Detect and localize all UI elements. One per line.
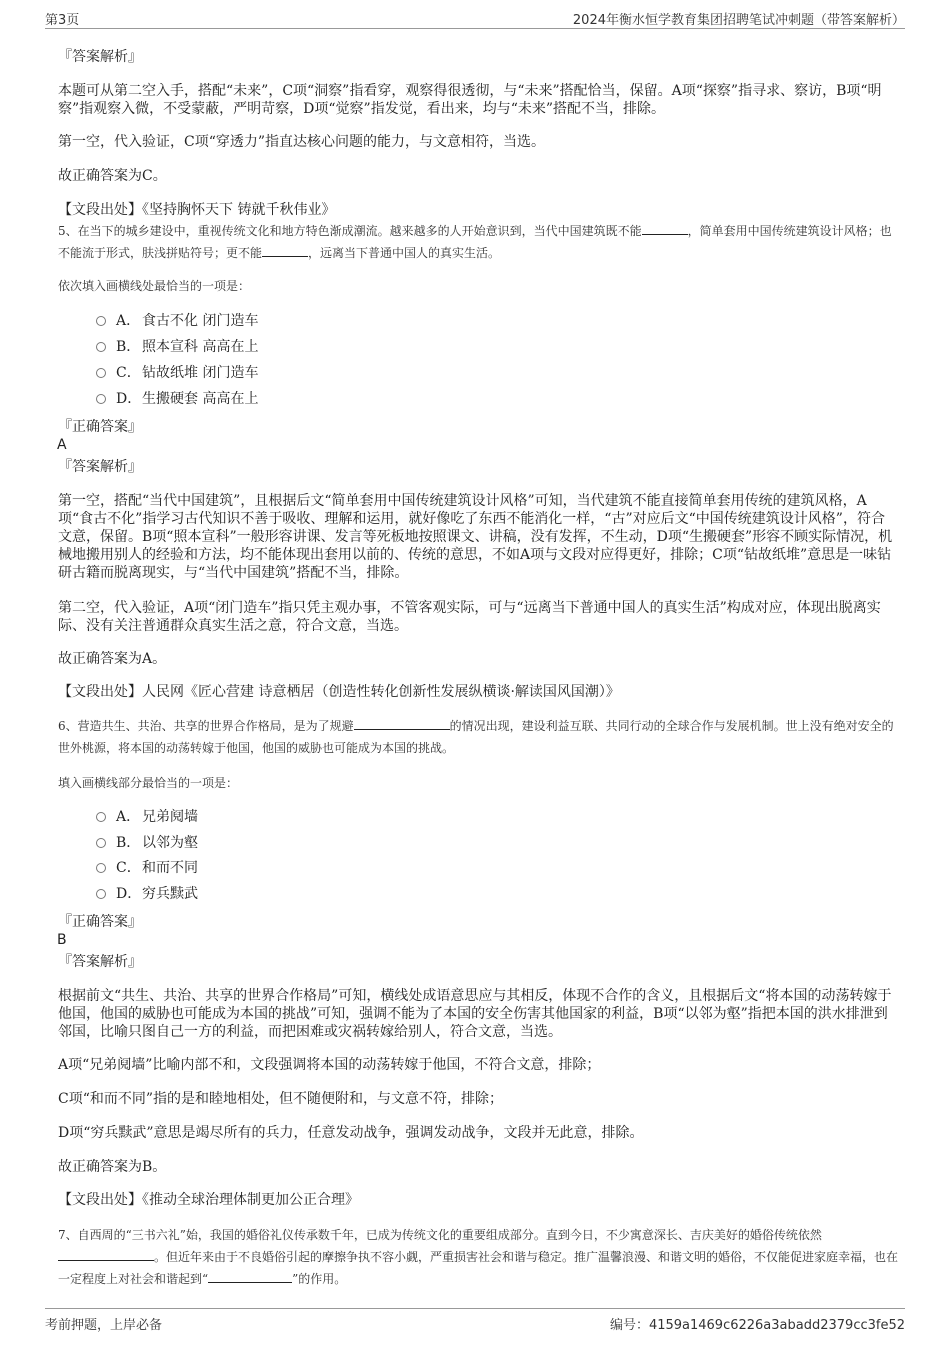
q5-conclusion: 故正确答案为A。 — [58, 651, 167, 667]
q6-analysis-para-1: 根据前文“共生、共治、共享的世界合作格局”可知，横线处成语意思应与其相反，体现不合作的含义，且根据后文“将本国的动荡转嫁于他国，他国的威胁也可能成为本国的挑战”可知，强调不能为了本国的安全伤害其他国家的利益，B项“以邻为壑”指把本国的洪水排泄到邻国，比喻只图自己一方的利益，而把困难或灾祸转嫁给别人，符合文意，当选。 — [58, 988, 892, 1040]
q4-analysis-para-2: 第一空，代入验证，C项“穿透力”指直达核心问题的能力，与文意相符，当选。 — [58, 134, 546, 150]
q5-blank-1 — [642, 222, 688, 235]
radio-icon[interactable] — [96, 368, 106, 378]
q5-option-a[interactable]: A． 食古不化 闭门造车 — [96, 311, 258, 331]
q7-stem-part-2: 。但近年来由于不良婚俗引起的摩擦争执不容小觑，严重损害社会和谐与稳定。推广温馨浪漫、和谐文明的婚俗，不仅能促进家庭幸福，也在一定程度上对社会和谐起到“ — [58, 1250, 899, 1286]
q6-analysis-para-4: D项“穷兵黩武”意思是竭尽所有的兵力，任意发动战争，强调发动战争，文段并无此意，排除。 — [58, 1125, 644, 1141]
q6-option-d[interactable]: D．穷兵黩武 — [96, 884, 198, 904]
analysis-label: 『答案解析』 — [58, 49, 142, 65]
q7-stem-part-1: 7、自西周的“三书六礼”始，我国的婚俗礼仪传承数千年，已成为传统文化的重要组成部分。直到今日，不少寓意深长、吉庆美好的婚俗传统依然 — [58, 1228, 822, 1242]
q5-correct-answer: A — [57, 437, 67, 453]
analysis-label: 『答案解析』 — [58, 459, 142, 475]
q5-option-b[interactable]: B． 照本宣科 高高在上 — [96, 337, 258, 357]
q6-instruction: 填入画横线部分最恰当的一项是： — [58, 776, 239, 790]
radio-icon[interactable] — [96, 342, 106, 352]
q5-instruction: 依次填入画横线处最恰当的一项是： — [58, 279, 251, 293]
q6-analysis-para-2: A项“兄弟阋墙”比喻内部不和，文段强调将本国的动荡转嫁于他国，不符合文意，排除； — [58, 1057, 601, 1073]
q6-option-a[interactable]: A． 兄弟阋墙 — [96, 807, 198, 827]
q6-conclusion: 故正确答案为B。 — [58, 1159, 167, 1175]
radio-icon[interactable] — [96, 316, 106, 326]
q6-source: 【文段出处】《推动全球治理体制更加公正合理》 — [58, 1192, 359, 1208]
radio-icon[interactable] — [96, 838, 106, 848]
q4-analysis-para-1: 本题可从第二空入手，搭配“未来”，C项“洞察”指看穿，观察得很透彻，与“未来”搭配恰当，保留。A项“探察”指寻求、察访，B项“明察”指观察入微，不受蒙蔽，严明苛察，D项“觉察”指发觉，看出来，均与“未来”搭配不当，排除。 — [58, 83, 882, 117]
q5-stem-part-2: ，简单套用中国传统建筑设计风格；也不能流于形式，肤浅拼贴符号；更不能 — [58, 224, 892, 260]
q6-stem-part-2: 的情况出现，建设利益互联、共同行动的全球合作与发展机制。世上没有绝对安全的世外桃源，将本国的动荡转嫁于他国，他国的威胁也可能成为本国的挑战。 — [58, 719, 894, 755]
footer-slogan: 考前押题，上岸必备 — [45, 1318, 163, 1333]
q5-option-c[interactable]: C．钻故纸堆 闭门造车 — [96, 363, 258, 383]
q7-stem-part-3: ”的作用。 — [292, 1272, 347, 1286]
q6-stem — [58, 715, 898, 759]
q6-blank — [354, 717, 450, 730]
correct-answer-label: 『正确答案』 — [58, 419, 142, 435]
q5-option-d[interactable]: D．生搬硬套 高高在上 — [96, 389, 258, 409]
q4-source: 【文段出处】《坚持胸怀天下 铸就千秋伟业》 — [58, 202, 336, 218]
q4-conclusion: 故正确答案为C。 — [58, 168, 167, 184]
radio-icon[interactable] — [96, 394, 106, 404]
q5-analysis-para-1: 第一空，搭配“当代中国建筑”，且根据后文“简单套用中国传统建筑设计风格”可知，当代建筑不能直接简单套用传统的建筑风格，A项“食古不化”指学习古代知识不善于吸收、理解和运用，就好像吃了东西不能消化一样，“古”对应后文“中国传统建筑设计风格”，符合文意，保留。B项“照本宣科”一般形容讲课、发言等死板地按照课文、讲稿，没有发挥，不生动，D项“生搬硬套”形容不顾实际情况，机械地搬用别人的经验和方法，均不能体现出套用以前的、传统的意思，不如A项与文段对应得更好，排除；C项“钻故纸堆”意思是一味钻研古籍而脱离现实，与“当代中国建筑”搭配不当，排除。 — [58, 493, 893, 581]
q5-stem — [58, 220, 898, 264]
page-header — [45, 6, 905, 29]
q6-option-b[interactable]: B． 以邻为壑 — [96, 833, 198, 853]
page-number: 第3页 — [45, 13, 80, 28]
q5-analysis-para-2: 第二空，代入验证，A项“闭门造车”指只凭主观办事，不管客观实际，可与“远离当下普通中国人的真实生活”构成对应，体现出脱离实际、没有关注普通群众真实生活之意，符合文意，当选。 — [58, 600, 881, 634]
radio-icon[interactable] — [96, 889, 106, 899]
q6-correct-answer: B — [57, 932, 67, 948]
document-title: 2024年衡水恒学教育集团招聘笔试冲刺题（带答案解析） — [572, 13, 905, 28]
correct-answer-label: 『正确答案』 — [58, 914, 142, 930]
q5-blank-2 — [262, 244, 308, 257]
q6-option-c[interactable]: C．和而不同 — [96, 858, 198, 878]
q5-source: 【文段出处】人民网《匠心营建 诗意栖居（创造性转化创新性发展纵横谈·解读国风国潮）》 — [58, 684, 620, 700]
q6-stem-part-1: 6、营造共生、共治、共享的世界合作格局，是为了规避 — [58, 719, 354, 733]
document-code: 编号：4159a1469c6226a3abadd2379cc3fe52 — [609, 1318, 905, 1333]
analysis-label: 『答案解析』 — [58, 954, 142, 970]
q5-stem-part-3: ，远离当下普通中国人的真实生活。 — [308, 246, 501, 260]
q7-blank-1 — [58, 1248, 154, 1261]
q5-stem-part-1: 5、在当下的城乡建设中，重视传统文化和地方特色渐成潮流。越来越多的人开始意识到，当代中国建筑既不能 — [58, 224, 642, 238]
page-footer — [45, 1308, 905, 1331]
q6-analysis-para-3: C项“和而不同”指的是和睦地相处，但不随便附和，与文意不符，排除； — [58, 1091, 504, 1107]
radio-icon[interactable] — [96, 812, 106, 822]
q7-blank-2 — [208, 1270, 292, 1283]
radio-icon[interactable] — [96, 863, 106, 873]
q7-stem — [58, 1224, 898, 1290]
